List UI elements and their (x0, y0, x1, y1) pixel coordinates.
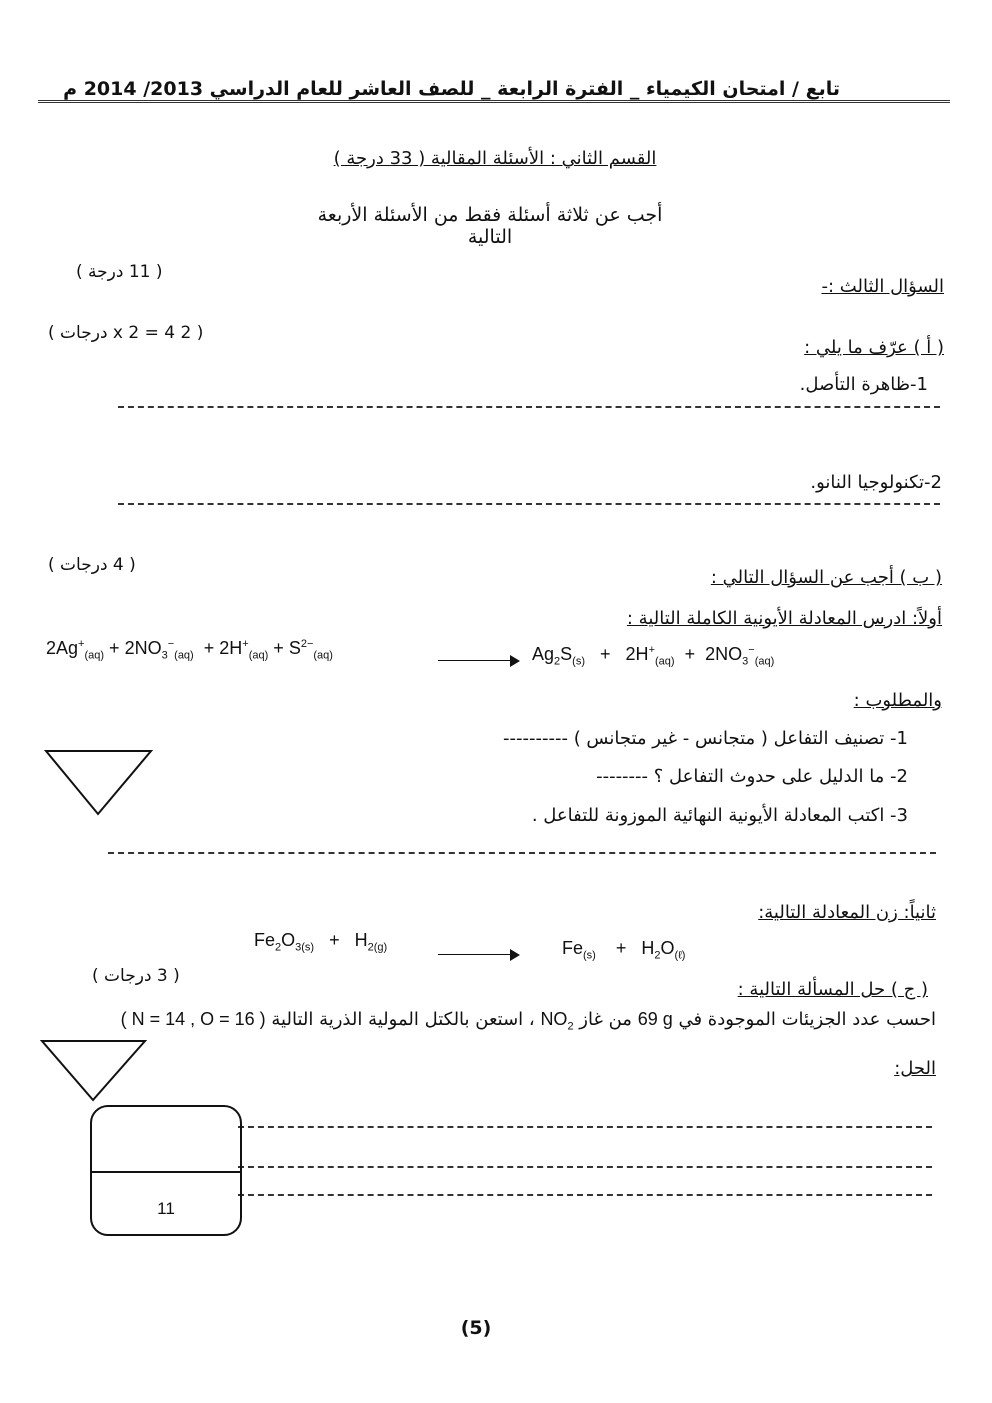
answer-line[interactable] (238, 1166, 932, 1168)
problem-text: ، استعن بالكتل المولية الذرية التالية (271, 1009, 535, 1030)
part-c-marks: ( 3 درجات ) (92, 966, 180, 986)
answer-line[interactable] (118, 406, 940, 408)
triangle-mark-box (44, 748, 154, 818)
task-3: 3- اكتب المعادلة الأيونية النهائية الموزونة للتفاعل . (531, 805, 908, 826)
product-ag2s: $Ag_2S_{(s)}$ (532, 644, 585, 668)
answer-line[interactable] (108, 852, 936, 854)
task-1: 1- تصنيف التفاعل ( متجانس - غير متجانس ) ---------- (503, 728, 908, 749)
plus-sign: + (203, 638, 215, 658)
part-c-label: ( ج ) حل المسألة التالية : (737, 979, 928, 1000)
problem-text: من غاز (579, 1009, 632, 1030)
plus-sign: + (600, 644, 611, 664)
header-rule (38, 100, 950, 103)
reactant-s: $S^{2-}_{(aq)}$ (288, 638, 333, 662)
problem-text: احسب عدد الجزيئات الموجودة في (678, 1009, 936, 1030)
product-h2o: $H_2O_{(\ell)}$ (641, 938, 686, 962)
product-fe: $Fe_{(s)}$ (562, 938, 596, 962)
molar-masses: ( N = 14 , O = 16 ) (120, 1009, 266, 1029)
section-title: القسم الثاني : الأسئلة المقالية ( 33 درجة ) (333, 148, 657, 169)
reactant-h2: $H_{2(g)}$ (354, 930, 388, 954)
part-a-marks: ( 2 x 2 = 4 درجات ) (48, 323, 204, 343)
triangle-mark-box (40, 1038, 148, 1104)
plus-sign: + (684, 644, 696, 664)
plus-sign: + (329, 930, 340, 950)
plus-sign: + (615, 938, 627, 958)
task-2: 2- ما الدليل على حدوث التفاعل ؟ -------- (596, 766, 908, 787)
reaction-arrow-icon (438, 944, 520, 963)
problem-gas: $NO_2$ (540, 1009, 574, 1033)
answer-line[interactable] (238, 1194, 932, 1196)
part-b-second-label: ثانياً: زن المعادلة التالية: (758, 902, 936, 923)
question-3-marks: ( 11 درجة ) (76, 262, 163, 282)
section-instruction: أجب عن ثلاثة أسئلة فقط من الأسئلة الأربعة التالية (317, 204, 663, 248)
required-label: والمطلوب : (853, 690, 942, 711)
score-total: 11 (157, 1199, 175, 1218)
reaction-arrow-icon (438, 650, 520, 669)
exam-header: تابع / امتحان الكيمياء _ الفترة الرابعة _ للصف العاشر للعام الدراسي 2013/ 2014 م (63, 78, 840, 100)
problem-mass: 69 g (637, 1009, 673, 1029)
reactant-ag: $2Ag^+_{(aq)}$ (46, 638, 105, 662)
part-a-label: ( أ ) عرّف ما يلي : (804, 337, 944, 358)
question-3-label: السؤال الثالث :- (821, 276, 944, 297)
score-divider (92, 1171, 240, 1173)
reactant-no3: $2NO_3^-_{(aq)}$ (124, 638, 194, 662)
plus-sign: + (273, 638, 284, 658)
part-b-first-label: أولاً: ادرس المعادلة الأيونية الكاملة التالية : (626, 608, 942, 629)
product-no3: $2NO_3^-_{(aq)}$ (705, 644, 775, 668)
ionic-equation-products (532, 644, 774, 668)
product-h: $2H^+_{(aq)}$ (625, 644, 675, 668)
solution-label: الحل: (894, 1058, 936, 1079)
balance-equation (254, 930, 387, 954)
balance-equation-products (562, 938, 685, 962)
page-number: (5) (460, 1317, 492, 1339)
part-b-label: ( ب ) أجب عن السؤال التالي : (710, 567, 942, 588)
answer-line[interactable] (118, 503, 940, 505)
reactant-fe2o3: $Fe_2O_{3(s)}$ (254, 930, 315, 954)
part-c-problem (121, 1009, 936, 1033)
ionic-equation (46, 638, 333, 662)
reactant-h: $2H^+_{(aq)}$ (219, 638, 269, 662)
part-a-item-2: 2-تكنولوجيا النانو. (810, 472, 942, 493)
part-a-item-1: 1-ظاهرة التأصل. (799, 374, 928, 395)
plus-sign: + (109, 638, 120, 658)
part-b-marks: ( 4 درجات ) (48, 555, 136, 575)
score-box (90, 1105, 242, 1236)
answer-line[interactable] (238, 1126, 932, 1128)
